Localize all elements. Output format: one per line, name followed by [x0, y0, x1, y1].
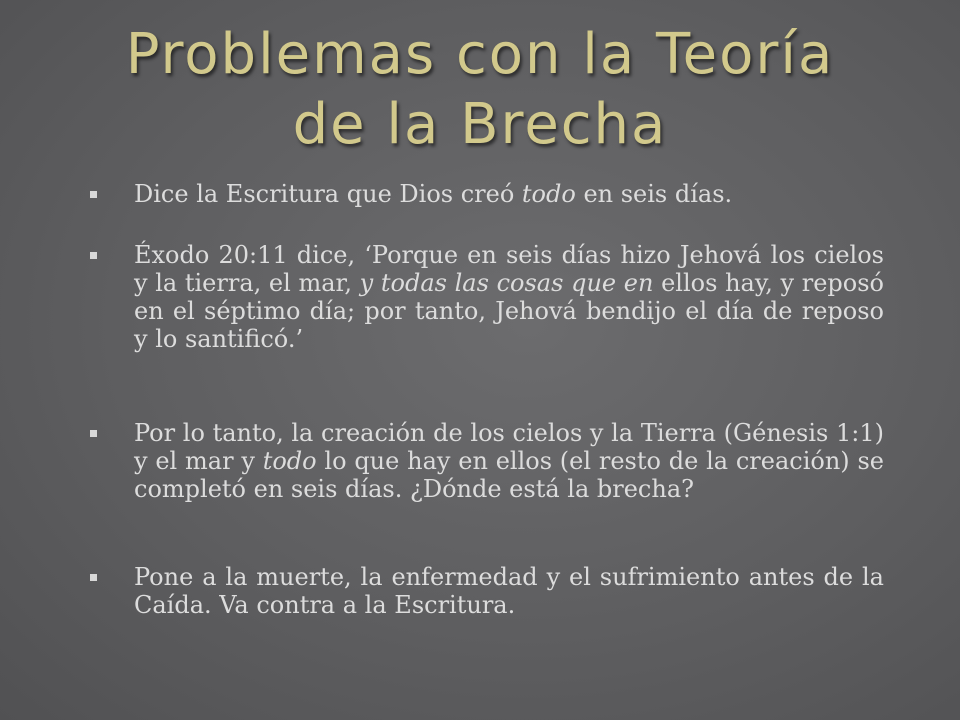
bullet-item-3: [88, 419, 884, 503]
square-bullet-icon: [90, 574, 97, 581]
bullet-item-2: [88, 241, 884, 353]
bullet-1-text: Dice la Escritura que Dios creó: [134, 180, 522, 208]
slide-title-line-2: de la Brecha: [292, 92, 668, 157]
square-bullet-icon: [90, 430, 97, 437]
bullet-item-4: [88, 563, 884, 619]
bullet-3-text: Por lo tanto, la creación de los cielos y la Tierra (Génesis 1:1) y el mar y: [134, 419, 884, 475]
bullet-2-text: Éxodo 20:11 dice, ‘Porque en seis días hizo Jehová los cielos y la tierra, el mar,: [134, 241, 884, 297]
bullet-2-text-end: ellos hay, y reposó en el séptimo día; por tanto, Jehová bendijo el día de reposo y lo santificó.’: [134, 269, 884, 353]
bullet-3-emphasis: todo: [262, 447, 317, 475]
bullet-2-emphasis: y todas las cosas que en: [359, 269, 654, 297]
slide-title: [60, 20, 900, 160]
square-bullet-icon: [90, 191, 97, 198]
bullet-list: [88, 180, 884, 619]
bullet-1-emphasis: todo: [521, 180, 576, 208]
square-bullet-icon: [90, 252, 97, 259]
bullet-item-1: [88, 180, 884, 208]
bullet-1-text-end: en seis días.: [575, 180, 733, 208]
bullet-3-text-end: lo que hay en ellos (el resto de la creación) se completó en seis días. ¿Dónde está la brecha?: [134, 447, 884, 503]
bullet-4-text: Pone a la muerte, la enfermedad y el sufrimiento antes de la Caída. Va contra a la Escritura.: [134, 563, 884, 619]
slide-title-line-1: Problemas con la Teoría: [125, 22, 835, 87]
